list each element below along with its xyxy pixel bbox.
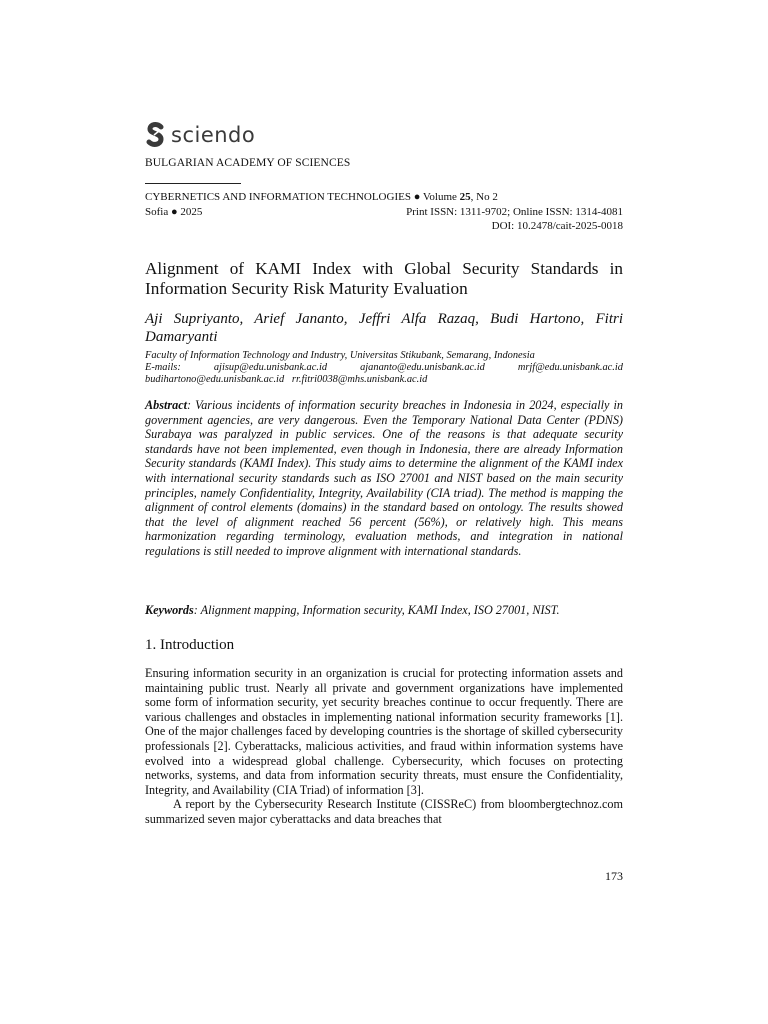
academy-name: BULGARIAN ACADEMY OF SCIENCES xyxy=(145,157,351,169)
header-rule xyxy=(145,183,241,184)
issn: Print ISSN: 1311-9702; Online ISSN: 1314-4081 xyxy=(406,206,623,218)
keywords-label: Keywords xyxy=(145,603,194,617)
email-2: ajananto@edu.unisbank.ac.id xyxy=(360,362,485,373)
abstract-label: Abstract xyxy=(145,398,187,412)
publisher-name: sciendo xyxy=(171,123,256,147)
affiliation: Faculty of Information Technology and Industry, Universitas Stikubank, Semarang, Indonesia xyxy=(145,350,535,361)
journal-prefix: CYBERNETICS AND INFORMATION TECHNOLOGIES ● Volume xyxy=(145,191,460,203)
page-number: 173 xyxy=(605,869,623,883)
publisher-logo xyxy=(145,118,255,152)
emails-line-2: budihartono@edu.unisbank.ac.id rr.fitri0038@mhs.unisbank.ac.id xyxy=(145,374,428,385)
place-year: Sofia ● 2025 xyxy=(145,206,203,218)
keywords-text: : Alignment mapping, Information security, KAMI Index, ISO 27001, NIST. xyxy=(193,603,560,617)
introduction-body xyxy=(145,666,623,827)
journal-volume: 25 xyxy=(459,191,471,203)
article-title: Alignment of KAMI Index with Global Security Standards in Information Security Risk Maturity Evaluation xyxy=(145,259,623,298)
email-1: ajisup@edu.unisbank.ac.id xyxy=(213,362,328,373)
abstract-text: : Various incidents of information security breaches in Indonesia in 2024, especially in government agencies, are very dangerous. Even the Temporary National Data Center (PDNS) Surabaya was paralyzed in public services. One of the reasons is that adequate security standards have not been implemented, even though in Indonesia, there are already Information Security standards (KAMI Index). This study aims to determine the alignment of the KAMI index with international security standards such as ISO 27001 and NIST based on the main security principles, namely Confidentiality, Integrity, Availability (CIA triad). The method is mapping the alignment of control elements (domains) in the standard based on ontology. The results showed that the level of alignment reached 56 percent (56%), or relatively high. This means harmonization regarding terminology, evaluation methods, and integration in national regulations is still needed to improve alignment with international standards. xyxy=(145,398,623,558)
paragraph: Ensuring information security in an organization is crucial for protecting information assets and maintaining public trust. Nearly all private and government organizations have implemented some form of information security, yet security breaches continue to occur frequently. There are various challenges and obstacles in implementing national information security frameworks [1]. One of the major challenges faced by developing countries is the shortage of skilled cybersecurity professionals [2]. Cyberattacks, malicious activities, and fraud within information systems have evolved into a widespread global challenge. Cybersecurity, which focuses on protecting networks, systems, and data from information security threats, must ensure the Confidentiality, Integrity, and Availability (CIA Triad) of information [3]. xyxy=(145,666,623,797)
article-page xyxy=(145,0,623,1024)
doi: DOI: 10.2478/cait-2025-0018 xyxy=(491,220,623,232)
abstract xyxy=(145,398,623,559)
emails-label: E-mails: xyxy=(145,362,181,373)
meta-row-place xyxy=(145,206,623,218)
authors: Aji Supriyanto, Arief Jananto, Jeffri Alfa Razaq, Budi Hartono, Fitri Damaryanti xyxy=(145,311,623,345)
paragraph: A report by the Cybersecurity Research Institute (CISSReC) from bloombergtechnoz.com summarized seven major cyberattacks and data breaches that xyxy=(145,797,623,826)
keywords xyxy=(145,603,623,618)
journal-title xyxy=(145,191,498,203)
emails-line-1 xyxy=(145,362,623,375)
sciendo-logo-icon xyxy=(145,121,167,149)
journal-issue: , No 2 xyxy=(470,191,498,203)
section-heading-introduction: 1. Introduction xyxy=(145,637,235,653)
email-3: mrjf@edu.unisbank.ac.id xyxy=(517,362,623,373)
